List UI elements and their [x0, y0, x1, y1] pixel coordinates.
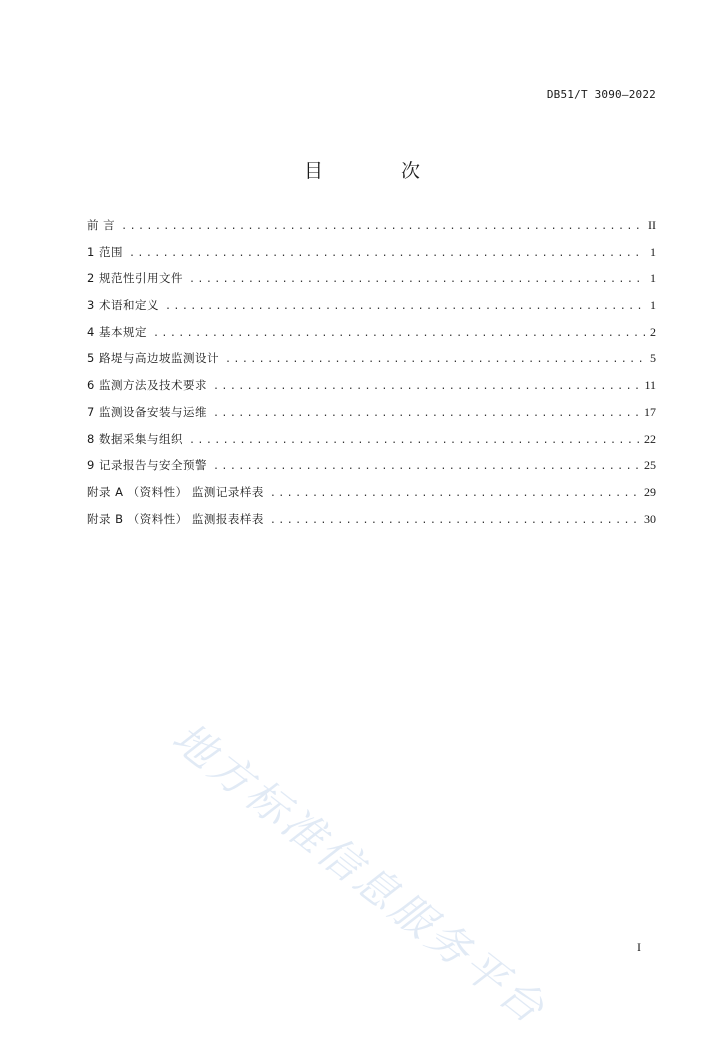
toc-entry-label: 9 记录报告与安全预警: [87, 458, 207, 473]
toc-entry-page: 1: [650, 298, 656, 313]
toc-entry-page: II: [648, 218, 656, 232]
toc-entry-label: 6 监测方法及技术要求: [87, 378, 207, 393]
toc-entry-basic-provisions[interactable]: [87, 319, 656, 346]
toc-entry-normative-references[interactable]: [87, 265, 656, 292]
toc-entry-equipment-installation[interactable]: [87, 399, 656, 426]
toc-entry-label: 4 基本规定: [87, 324, 147, 339]
dot-leader: [189, 428, 639, 455]
toc-entry-appendix-b[interactable]: [87, 506, 656, 533]
watermark: 地方标准信息服务平台: [163, 712, 557, 1035]
toc-entry-page: 17: [644, 404, 656, 419]
dot-leader: [225, 347, 645, 374]
toc-list: [87, 212, 656, 532]
toc-entry-label: 8 数据采集与组织: [87, 431, 183, 446]
toc-title: 目 次: [303, 160, 457, 182]
toc-entry-page: 22: [644, 431, 656, 446]
toc-entry-page: 29: [644, 484, 656, 499]
toc-entry-monitoring-methods[interactable]: [87, 372, 656, 399]
toc-entry-label: 1 范围: [87, 244, 123, 259]
dot-leader: [153, 321, 645, 348]
toc-entry-page: 11: [644, 378, 656, 393]
dot-leader: [121, 214, 643, 241]
toc-entry-label: 3 术语和定义: [87, 298, 159, 313]
dot-leader: [129, 241, 645, 268]
toc-entry-monitoring-design[interactable]: [87, 345, 656, 372]
standard-code: DB51/T 3090—2022: [546, 88, 656, 101]
page-number: I: [637, 940, 641, 954]
toc-entry-label: 5 路堤与高边坡监测设计: [87, 351, 219, 366]
toc-entry-page: 30: [644, 511, 656, 526]
toc-entry-reporting-warning[interactable]: [87, 452, 656, 479]
dot-leader: [213, 401, 639, 428]
toc-entry-label: 附录 B （资料性） 监测报表样表: [87, 511, 264, 526]
toc-entry-page: 2: [650, 324, 656, 339]
toc-entry-terms-definitions[interactable]: [87, 292, 656, 319]
dot-leader: [213, 454, 639, 481]
toc-entry-page: 1: [650, 244, 656, 259]
toc-entry-label: 2 规范性引用文件: [87, 271, 183, 286]
toc-entry-page: 5: [650, 351, 656, 366]
toc-entry-label: 7 监测设备安装与运维: [87, 404, 207, 419]
toc-entry-scope[interactable]: [87, 239, 656, 266]
dot-leader: [213, 374, 639, 401]
dot-leader: [189, 267, 645, 294]
dot-leader: [270, 508, 639, 535]
toc-entry-data-collection[interactable]: [87, 426, 656, 453]
toc-entry-foreword[interactable]: [87, 212, 656, 239]
dot-leader: [270, 481, 639, 508]
toc-entry-page: 25: [644, 458, 656, 473]
toc-entry-label: 前 言: [87, 218, 116, 232]
toc-entry-label: 附录 A （资料性） 监测记录样表: [87, 484, 264, 499]
toc-entry-appendix-a[interactable]: [87, 479, 656, 506]
dot-leader: [165, 294, 645, 321]
toc-entry-page: 1: [650, 271, 656, 286]
